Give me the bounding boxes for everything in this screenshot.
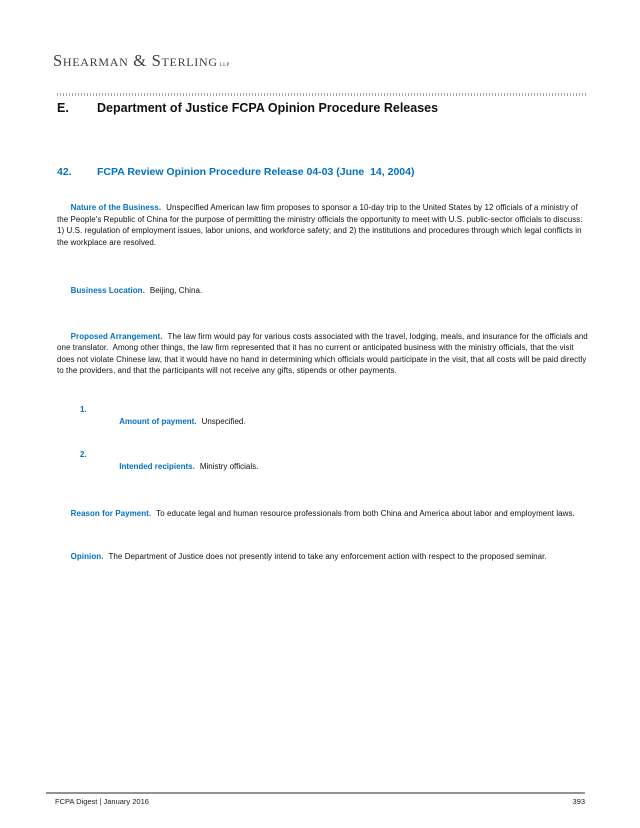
list-item-text: Unspecified. bbox=[201, 416, 246, 426]
list-item-number: 1. bbox=[80, 405, 87, 415]
section-letter: E. bbox=[57, 101, 69, 115]
paragraph-proposed-arrangement bbox=[57, 320, 591, 388]
paragraph-text: The Department of Justice does not presently intend to take any enforcement action with respect to the proposed seminar. bbox=[108, 552, 547, 562]
paragraph-label: Reason for Payment. bbox=[70, 508, 152, 518]
firm-logo bbox=[53, 51, 588, 74]
paragraph-opinion bbox=[57, 540, 588, 574]
list-item-number: 2. bbox=[80, 450, 87, 460]
list-item-label: Intended recipients. bbox=[119, 461, 195, 471]
paragraph-nature-of-business bbox=[57, 191, 588, 259]
section-title: Department of Justice FCPA Opinion Procedure Releases bbox=[97, 101, 439, 115]
list-item bbox=[80, 449, 588, 483]
paragraph-text: The law firm would pay for various costs associated with the travel, lodging, meals, and insurance for the officials and one translator. Among other things, the law firm represented that it has no current or anticipated business with the ministry officials, that the visit does not violate Chinese law, that it would have no hand in determining which officials would participate in the visit, that all costs will be paid directly to the providers, and that the participants will not receive any gifts, stipends or other payments. bbox=[57, 332, 591, 376]
list-item-text: Ministry officials. bbox=[199, 461, 259, 471]
page-footer bbox=[46, 792, 585, 806]
section-heading bbox=[57, 101, 588, 116]
paragraph-label: Business Location. bbox=[70, 285, 145, 295]
list-item-body bbox=[97, 449, 258, 483]
paragraph-text: Unspecified American law firm proposes to sponsor a 10-day trip to the United States by 12 officials of a ministry of the People's Republic of China for the purpose of permitting the ministry officials the opportunity to meet with U.S. public-sector officials to discuss: 1) U.S. regulation of employment issues, labor unions, and workforce safety; and 2) the institutions and procedures through which legal conflicts in the workplace are resolved. bbox=[57, 203, 588, 247]
payment-details-list bbox=[57, 404, 588, 483]
firm-name: Shearman & Sterling bbox=[53, 51, 218, 70]
paragraph-reason-for-payment bbox=[57, 497, 588, 531]
footer-doc-title: FCPA Digest | January 2016 bbox=[55, 797, 149, 806]
firm-suffix: llp bbox=[219, 60, 230, 68]
footer-divider bbox=[46, 792, 585, 794]
paragraph-label: Proposed Arrangement. bbox=[70, 332, 163, 342]
paragraph-label: Nature of the Business. bbox=[70, 203, 162, 213]
list-item-label: Amount of payment. bbox=[119, 416, 197, 426]
paragraph-text: To educate legal and human resource professionals from both China and America about labor and employment laws. bbox=[156, 508, 575, 518]
header-divider bbox=[57, 93, 588, 96]
paragraph-text: Beijing, China. bbox=[149, 285, 203, 295]
release-title: FCPA Review Opinion Procedure Release 04-03 (June 14, 2004) bbox=[97, 166, 415, 178]
list-item-body bbox=[97, 404, 246, 438]
footer-page-number: 393 bbox=[572, 797, 585, 806]
release-heading bbox=[57, 165, 588, 179]
release-number: 42. bbox=[57, 166, 72, 178]
paragraph-business-location bbox=[57, 273, 588, 307]
list-item bbox=[80, 404, 588, 438]
paragraph-label: Opinion. bbox=[70, 552, 104, 562]
